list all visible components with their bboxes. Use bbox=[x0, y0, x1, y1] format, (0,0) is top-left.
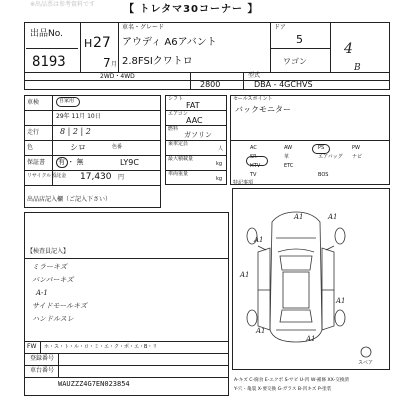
chassis-number-label: 車台番号 bbox=[30, 367, 55, 374]
equipment-item: PW bbox=[352, 145, 360, 151]
color-number-label: 色番 bbox=[112, 144, 123, 150]
mileage-value: 8 | 2 | 2 bbox=[60, 127, 91, 136]
equipment-item: エアバッグ bbox=[318, 154, 343, 160]
doors-value: 5 bbox=[296, 33, 303, 46]
car-grade: 2.8FSIクワトロ bbox=[122, 56, 193, 67]
color-label: 色 bbox=[27, 144, 34, 151]
ac-value: AAC bbox=[186, 116, 203, 125]
equipment-item: AC bbox=[250, 145, 257, 151]
year-number: 27 bbox=[93, 35, 111, 51]
fw-label: FW bbox=[27, 343, 37, 350]
load-unit: kg bbox=[216, 161, 223, 167]
year-era: H bbox=[84, 37, 93, 50]
inspector-notes-label: 【検査員記入】 bbox=[27, 248, 70, 255]
warranty-value: 有 ・ 無 bbox=[58, 158, 84, 166]
equipment-item: TV bbox=[250, 172, 257, 178]
warranty-label: 保証書 bbox=[27, 159, 46, 166]
damage-mark-rear-left: A1 bbox=[256, 327, 266, 335]
inspection-note-2: バンパーキズ bbox=[32, 276, 74, 284]
registration-number-label: 登録番号 bbox=[30, 355, 55, 362]
capacity-unit: 人 bbox=[218, 146, 224, 152]
equipment-item: PS bbox=[318, 145, 325, 151]
recycle-fee-label: リサイクル預託金 bbox=[27, 173, 67, 179]
private-use-value: 自家用 bbox=[59, 98, 75, 104]
inspection-note-3: A-1 bbox=[36, 289, 48, 297]
weight-unit: kg bbox=[216, 176, 223, 182]
inspection-note-5: ハンドルスレ bbox=[32, 315, 74, 323]
inspection-note-4: サイドモールキズ bbox=[32, 302, 87, 310]
remarks-label: 特記事項 bbox=[233, 180, 254, 186]
damage-mark-front-left: A1 bbox=[254, 236, 264, 244]
ac-label: エアコン bbox=[168, 111, 188, 117]
inspection-note-1: ミラーキズ bbox=[32, 263, 67, 271]
equipment-item: BOS bbox=[318, 172, 329, 178]
inspection-date: 29年 11月 10日 bbox=[56, 113, 101, 120]
shift-value: FAT bbox=[186, 101, 200, 110]
equipment-item: SR bbox=[250, 154, 257, 160]
equipment-item: ETC bbox=[284, 163, 294, 169]
notes-label: 出品店記入欄（ご記入下さい） bbox=[27, 196, 112, 203]
drive-type: 2WD・4WD bbox=[100, 73, 135, 80]
legend-line-1: A-キズ C-腐食 E-エクボ S-サビ U-凹 W-補修 XX-交換済 bbox=[234, 378, 350, 383]
model-label: 型式 bbox=[248, 72, 261, 79]
interior-score: B bbox=[354, 63, 361, 73]
displacement: 2800 bbox=[200, 80, 221, 89]
chassis-number: WAUZZZ4G7EN023854 bbox=[58, 380, 130, 388]
corner-title: 【 トレタマ30コーナー 】 bbox=[124, 4, 259, 15]
score-value: 4 bbox=[344, 41, 353, 57]
inspection-type-label: 車検 bbox=[27, 99, 40, 106]
equipment-item: AW bbox=[284, 145, 293, 151]
capacity-label: 乗車定員 bbox=[168, 141, 189, 147]
lot-number: 8193 bbox=[32, 54, 66, 70]
damage-mark-front: A1 bbox=[294, 213, 304, 221]
recycle-fee-yen: 円 bbox=[118, 174, 125, 181]
doors-label: ドア bbox=[274, 24, 286, 31]
spare-label: スペア bbox=[358, 360, 374, 366]
selling-points-value: バックモニター bbox=[235, 105, 291, 114]
month-number: 7 bbox=[103, 56, 111, 70]
equipment-item: ナビ bbox=[352, 154, 363, 160]
legend-line-2: Y-穴・亀裂 X-要交換 G-ガラス B-凹キズ P-塗装 bbox=[234, 387, 332, 392]
color-value: シロ bbox=[70, 143, 86, 152]
weight-label: 車両重量 bbox=[168, 171, 189, 177]
car-name-label: 車名・グレード bbox=[122, 24, 165, 31]
model-value: DBA - 4GCHVS bbox=[254, 80, 313, 89]
selling-points-label: セールスポイント bbox=[233, 96, 273, 102]
disclaimer-text: ※出品票は参考資料です bbox=[30, 1, 96, 8]
damage-mark-rear: A1 bbox=[306, 335, 316, 343]
car-name: アウディ A6アバント bbox=[122, 37, 217, 48]
equipment-item: HTV bbox=[250, 163, 261, 169]
fw-items: ホ・ス・ト・ル・ロ・ミ・エ・ク・ポ・エ・B・リ bbox=[44, 344, 158, 350]
body-type: ワゴン bbox=[283, 57, 307, 66]
damage-mark-front-right: A1 bbox=[328, 213, 338, 221]
color-code: LY9C bbox=[120, 158, 139, 167]
damage-mark-left: A1 bbox=[240, 271, 250, 279]
fuel-label: 燃料 bbox=[168, 126, 179, 132]
damage-mark-right: A1 bbox=[336, 297, 346, 305]
recycle-fee: 17,430 bbox=[80, 172, 112, 182]
shift-label: シフト bbox=[168, 96, 184, 102]
fuel-value: ガソリン bbox=[184, 131, 212, 139]
month-unit: 月 bbox=[111, 61, 118, 68]
lot-label: 出品No. bbox=[30, 29, 63, 39]
load-label: 最大積載量 bbox=[168, 156, 194, 162]
mileage-label: 走行 bbox=[27, 129, 40, 136]
equipment-item: 革 bbox=[284, 154, 290, 160]
